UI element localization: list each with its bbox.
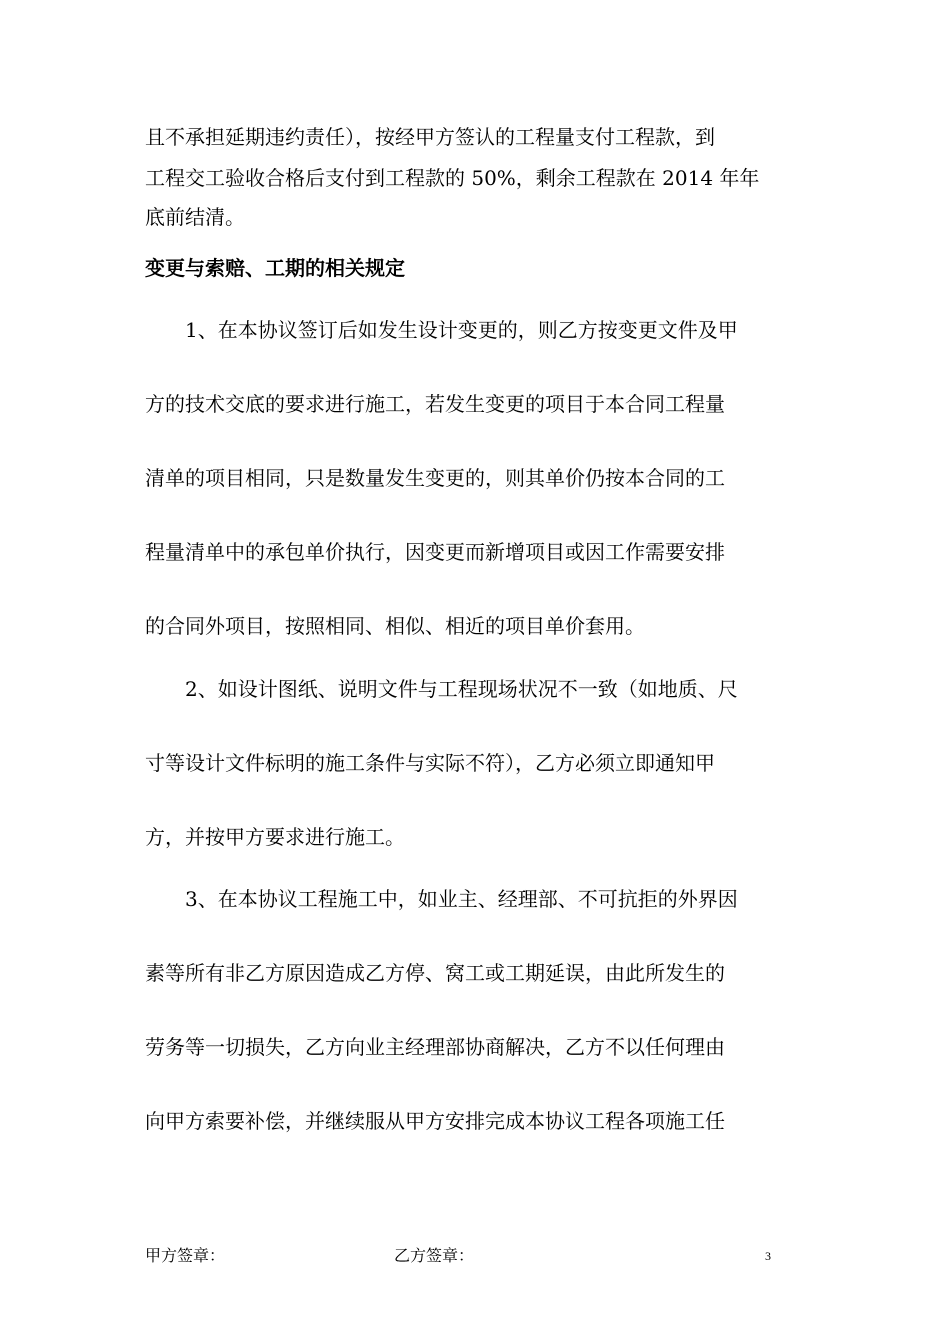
page-number: 3	[765, 1249, 771, 1263]
clause-1-line: 的合同外项目，按照相同、相似、相近的项目单价套用。	[145, 614, 645, 638]
clause-2-line: 方，并按甲方要求进行施工。	[145, 825, 405, 849]
clause-2-line: 寸等设计文件标明的施工条件与实际不符），乙方必须立即通知甲	[145, 751, 715, 775]
clause-3-line: 素等所有非乙方原因造成乙方停、窝工或工期延误，由此所发生的	[145, 961, 725, 985]
section-heading: 变更与索赔、工期的相关规定	[145, 256, 405, 280]
intro-line: 且不承担延期违约责任），按经甲方签认的工程量支付工程款，到	[145, 125, 715, 149]
clause-1-line: 1、在本协议签订后如发生设计变更的，则乙方按变更文件及甲	[145, 318, 738, 342]
clause-3-line: 3、在本协议工程施工中，如业主、经理部、不可抗拒的外界因	[145, 887, 738, 911]
party-a-signature-label: 甲方签章：	[145, 1246, 226, 1265]
clause-1-line: 清单的项目相同，只是数量发生变更的，则其单价仍按本合同的工	[145, 466, 725, 490]
clause-3-line: 向甲方索要补偿，并继续服从甲方安排完成本协议工程各项施工任	[145, 1109, 725, 1133]
intro-line: 底前结清。	[145, 205, 245, 229]
clause-1-line: 方的技术交底的要求进行施工，若发生变更的项目于本合同工程量	[145, 392, 725, 416]
clause-1-line: 程量清单中的承包单价执行，因变更而新增项目或因工作需要安排	[145, 540, 725, 564]
clause-3-line: 劳务等一切损失，乙方向业主经理部协商解决，乙方不以任何理由	[145, 1035, 725, 1059]
party-b-signature-label: 乙方签章：	[394, 1246, 475, 1265]
clause-2-line: 2、如设计图纸、说明文件与工程现场状况不一致（如地质、尺	[145, 677, 738, 701]
intro-line: 工程交工验收合格后支付到工程款的 50%，剩余工程款在 2014 年年	[145, 166, 760, 190]
